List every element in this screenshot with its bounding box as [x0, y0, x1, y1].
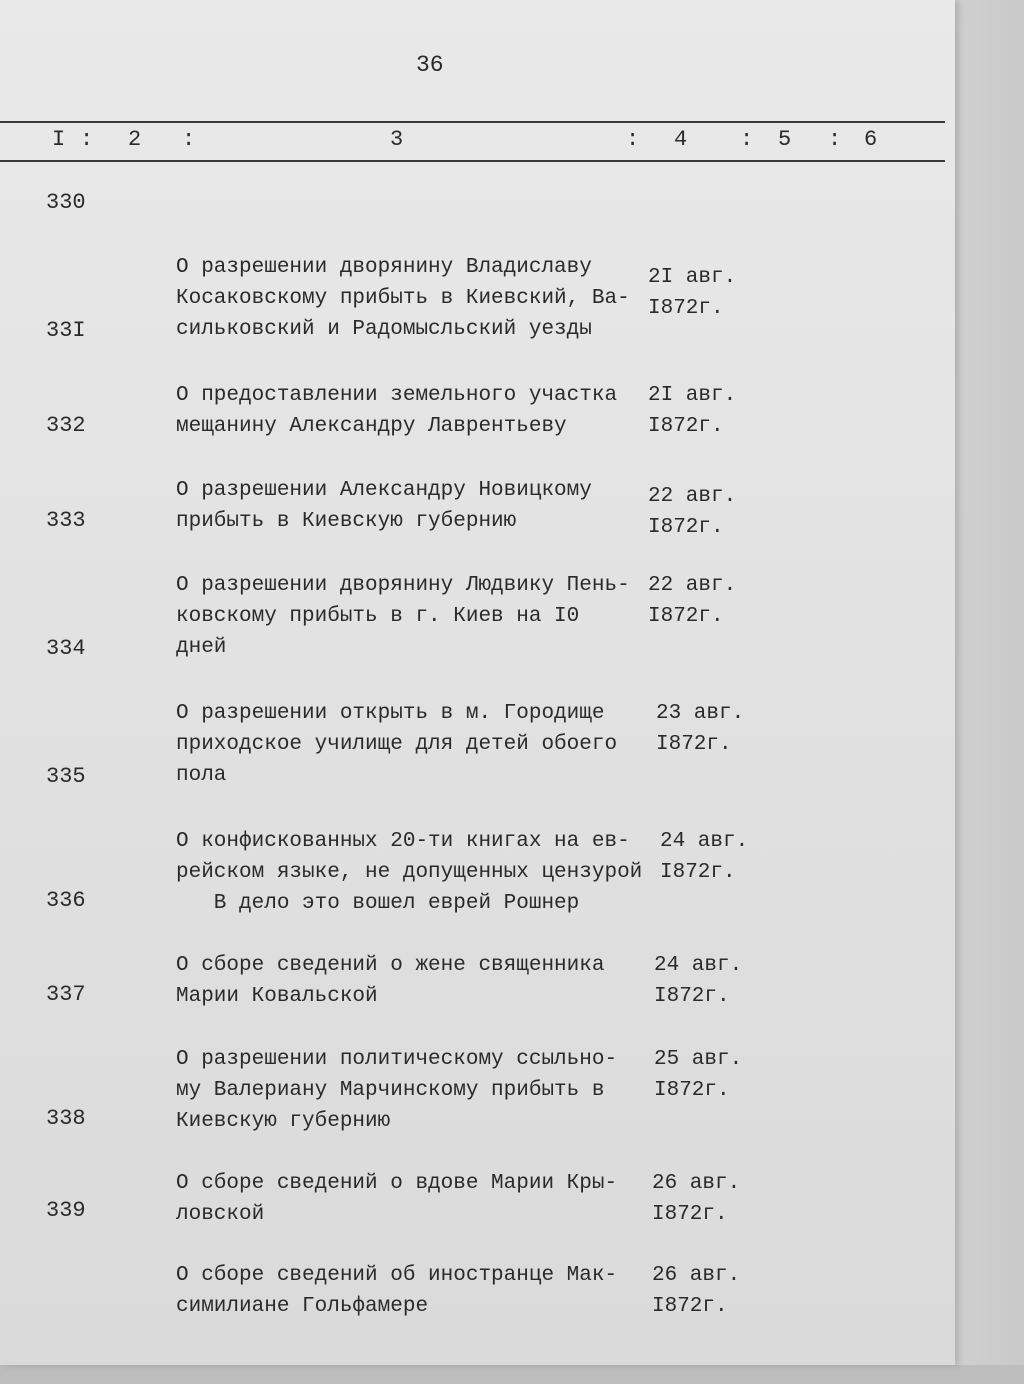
column-header-5: 5 [778, 127, 792, 152]
header-bottom-rule [0, 160, 945, 162]
entry-description: О сборе сведений о вдове Марии Кры- ловской [176, 1172, 618, 1226]
entry-number: 338 [46, 1106, 86, 1131]
column-separator: : [80, 127, 94, 152]
entry-number: 33I [46, 318, 86, 343]
column-separator: : [626, 127, 640, 152]
column-header-4: 4 [674, 127, 688, 152]
entry-date: 23 авг. I872г. [656, 702, 745, 756]
entry-number: 335 [46, 764, 86, 789]
entry-date: 22 авг. I872г. [648, 485, 737, 539]
entry-number: 332 [46, 413, 86, 438]
entry-date: 26 авг. I872г. [652, 1172, 741, 1226]
entry-number: 337 [46, 982, 86, 1007]
entry-description: О разрешении дворянину Людвику Пень- ковскому прибыть в г. Киев на I0 дней [176, 574, 630, 659]
entry-description: О разрешении дворянину Владиславу Косаковскому прибыть в Киевский, Ва- сильковский и Радомысльский уезды [176, 256, 630, 341]
entry-number: 334 [46, 636, 86, 661]
entry-date: 22 авг. I872г. [648, 574, 737, 628]
page-number: 36 [416, 52, 444, 78]
entry-date: 26 авг. I872г. [652, 1264, 741, 1318]
column-header-2: 2 [128, 127, 142, 152]
column-header-3: 3 [390, 127, 404, 152]
entry-date: 24 авг. I872г. [654, 954, 743, 1008]
entry-date: 2I авг. I872г. [648, 266, 737, 320]
entry-description: О сборе сведений об иностранце Мак- симилиане Гольфамере [176, 1264, 618, 1318]
entry-number: 339 [46, 1198, 86, 1223]
entry-description: О разрешении открыть в м. Городище приходское училище для детей обоего пола [176, 702, 618, 787]
column-separator: : [740, 127, 754, 152]
entry-description: О конфискованных 20-ти книгах на ев- рейском языке, не допущенных цензурой В дело это вошел еврей Рошнер [176, 830, 643, 915]
column-separator: : [182, 127, 196, 152]
entry-description: О сборе сведений о жене священника Марии Ковальской [176, 954, 605, 1008]
entry-number: 333 [46, 508, 86, 533]
entry-description: О предоставлении земельного участка мещанину Александру Лаврентьеву [176, 384, 618, 438]
entry-description: О разрешении Александру Новицкому прибыть в Киевскую губернию [176, 479, 592, 533]
entry-number: 336 [46, 888, 86, 913]
header-top-rule [0, 121, 945, 123]
entry-date: 2I авг. I872г. [648, 384, 737, 438]
column-header-6: 6 [864, 127, 878, 152]
column-separator: : [828, 127, 842, 152]
entry-number: 330 [46, 190, 86, 215]
entry-date: 25 авг. I872г. [654, 1048, 743, 1102]
entry-date: 24 авг. I872г. [660, 830, 749, 884]
column-header-1: I [52, 127, 66, 152]
entry-description: О разрешении политическому ссыльно- му Валериану Марчинскому прибыть в Киевскую губернию [176, 1048, 618, 1133]
